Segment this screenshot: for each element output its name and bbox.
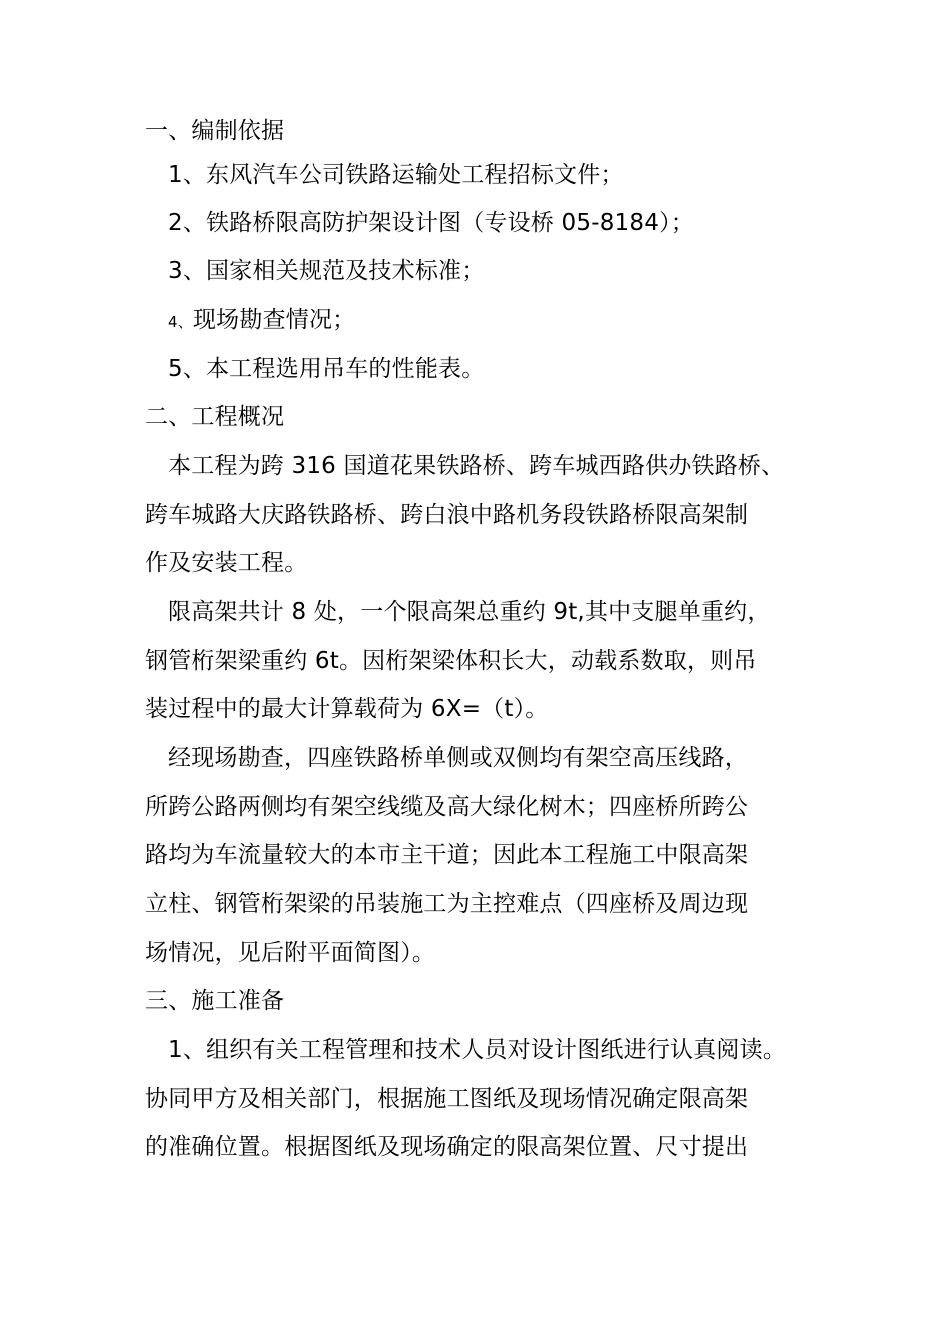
section-heading-preparation: 三、施工准备 — [145, 988, 285, 1014]
overview-para1-line1: 本工程为跨 316 国道花果铁路桥、跨车城西路供办铁路桥、 — [168, 453, 785, 479]
overview-para1-line3: 作及安装工程。 — [145, 550, 308, 576]
basis-item-5: 5、本工程选用吊车的性能表。 — [168, 356, 485, 382]
basis-item-2: 2、铁路桥限高防护架设计图（专设桥 05-8184）； — [168, 210, 694, 236]
basis-item-4 — [168, 305, 355, 337]
overview-para3-line2: 所跨公路两侧均有架空线缆及高大绿化树木；四座桥所跨公 — [145, 794, 749, 820]
basis-item-1: 1、东风汽车公司铁路运输处工程招标文件； — [168, 162, 624, 188]
overview-para3-line4: 立柱、钢管桁架梁的吊装施工为主控难点（四座桥及周边现 — [145, 891, 749, 917]
overview-para1-line2: 跨车城路大庆路铁路桥、跨白浪中路机务段铁路桥限高架制 — [145, 502, 749, 528]
section-heading-overview: 二、工程概况 — [145, 404, 285, 430]
basis-item-4-number: 4、 — [168, 313, 193, 331]
preparation-para1-line3: 的准确位置。根据图纸及现场确定的限高架位置、尺寸提出 — [145, 1134, 749, 1160]
preparation-para1-line1: 1、组织有关工程管理和技术人员对设计图纸进行认真阅读。 — [168, 1037, 787, 1063]
basis-item-4-text: 现场勘查情况； — [192, 307, 356, 333]
overview-para2-line2: 钢管桁架梁重约 6t。因桁架梁体积长大，动载系数取，则吊 — [145, 648, 757, 674]
overview-para3-line5: 场情况，见后附平面简图）。 — [145, 940, 436, 966]
overview-para3-line1: 经现场勘查，四座铁路桥单侧或双侧均有架空高压线路， — [168, 745, 748, 771]
overview-para3-line3: 路均为车流量较大的本市主干道；因此本工程施工中限高架 — [145, 842, 749, 868]
overview-para2-line1: 限高架共计 8 处，一个限高架总重约 9t,其中支腿单重约， — [168, 599, 771, 625]
basis-item-3: 3、国家相关规范及技术标准； — [168, 258, 485, 284]
section-heading-basis: 一、编制依据 — [145, 118, 285, 144]
overview-para2-line3: 装过程中的最大计算载荷为 6X=（t）。 — [145, 696, 549, 722]
preparation-para1-line2: 协同甲方及相关部门，根据施工图纸及现场情况确定限高架 — [145, 1086, 749, 1112]
